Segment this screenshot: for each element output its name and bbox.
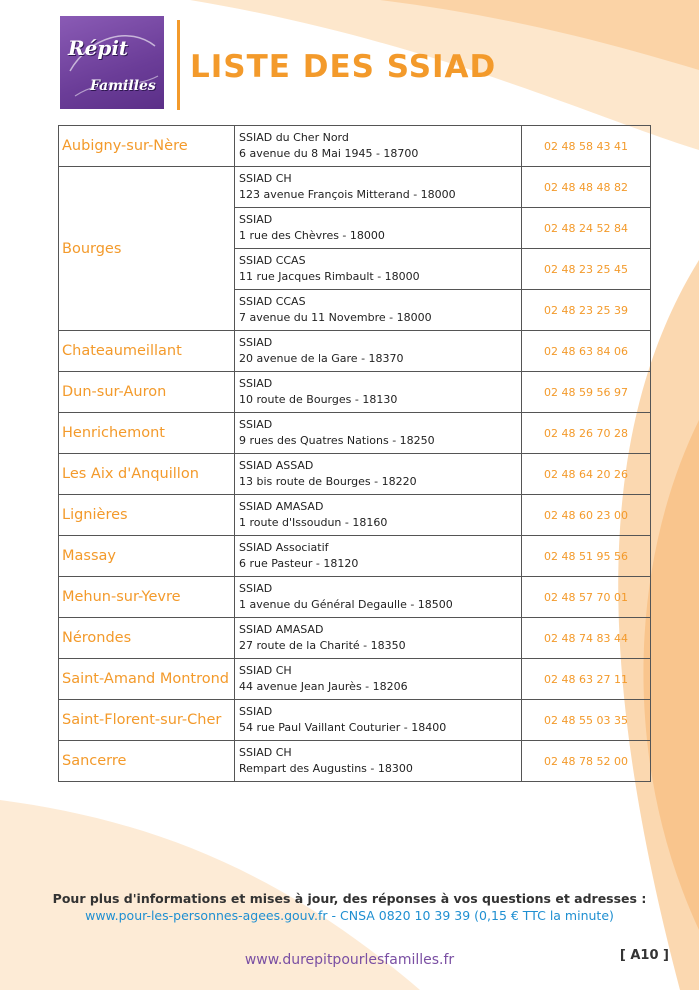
table-row [59, 126, 651, 167]
service-cell [235, 331, 522, 372]
table-row [59, 495, 651, 536]
table-row [59, 700, 651, 741]
city-cell: Saint-Florent-sur-Cher [59, 700, 235, 741]
phone-cell: 02 48 59 56 97 [522, 372, 651, 413]
phone-cell: 02 48 64 20 26 [522, 454, 651, 495]
city-cell: Les Aix d'Anquillon [59, 454, 235, 495]
table-row [59, 167, 651, 208]
table-row [59, 413, 651, 454]
phone-cell: 02 48 26 70 28 [522, 413, 651, 454]
service-cell [235, 249, 522, 290]
page-title: LISTE DES SSIAD [190, 49, 497, 85]
table-row [59, 659, 651, 700]
table-row [59, 618, 651, 659]
city-cell: Mehun-sur-Yevre [59, 577, 235, 618]
service-address: 11 rue Jacques Rimbault - 18000 [239, 270, 420, 283]
phone-cell: 02 48 51 95 56 [522, 536, 651, 577]
service-cell [235, 372, 522, 413]
service-name: SSIAD CH [239, 664, 292, 677]
city-cell: Massay [59, 536, 235, 577]
service-cell [235, 536, 522, 577]
service-address: 6 avenue du 8 Mai 1945 - 18700 [239, 147, 419, 160]
logo-text-familles: Familles [90, 78, 156, 94]
phone-cell: 02 48 24 52 84 [522, 208, 651, 249]
table-row [59, 454, 651, 495]
service-address: 1 route d'Issoudun - 18160 [239, 516, 388, 529]
phone-cell: 02 48 60 23 00 [522, 495, 651, 536]
service-address: 7 avenue du 11 Novembre - 18000 [239, 311, 432, 324]
footer-info-link[interactable]: www.pour-les-personnes-agees.gouv.fr - CNSA 0820 10 39 39 (0,15 € TTC la minute) [85, 908, 614, 923]
logo [60, 16, 164, 109]
service-address: 27 route de la Charité - 18350 [239, 639, 406, 652]
city-cell: Aubigny-sur-Nère [59, 126, 235, 167]
service-name: SSIAD [239, 418, 273, 431]
phone-cell: 02 48 55 03 35 [522, 700, 651, 741]
phone-cell: 02 48 23 25 45 [522, 249, 651, 290]
service-address: 9 rues des Quatres Nations - 18250 [239, 434, 435, 447]
table-row [59, 741, 651, 782]
city-cell: Sancerre [59, 741, 235, 782]
phone-cell: 02 48 58 43 41 [522, 126, 651, 167]
footer-info-text: Pour plus d'informations et mises à jour, des réponses à vos questions et adresses : [52, 891, 647, 906]
service-name: SSIAD ASSAD [239, 459, 314, 472]
service-cell [235, 208, 522, 249]
service-name: SSIAD [239, 377, 273, 390]
city-cell: Chateaumeillant [59, 331, 235, 372]
service-name: SSIAD [239, 705, 273, 718]
service-address: 1 rue des Chèvres - 18000 [239, 229, 385, 242]
service-address: 54 rue Paul Vaillant Couturier - 18400 [239, 721, 447, 734]
phone-cell: 02 48 63 84 06 [522, 331, 651, 372]
service-address: 1 avenue du Général Degaulle - 18500 [239, 598, 453, 611]
service-name: SSIAD AMASAD [239, 623, 324, 636]
service-name: SSIAD Associatif [239, 541, 329, 554]
table-row [59, 331, 651, 372]
table-row [59, 372, 651, 413]
service-name: SSIAD CCAS [239, 254, 306, 267]
city-cell: Nérondes [59, 618, 235, 659]
phone-cell: 02 48 63 27 11 [522, 659, 651, 700]
title-divider [177, 20, 180, 110]
city-cell: Henrichemont [59, 413, 235, 454]
service-name: SSIAD [239, 582, 273, 595]
service-address: 6 rue Pasteur - 18120 [239, 557, 359, 570]
phone-cell: 02 48 78 52 00 [522, 741, 651, 782]
service-name: SSIAD CH [239, 172, 292, 185]
service-cell [235, 413, 522, 454]
service-cell [235, 659, 522, 700]
city-cell: Bourges [59, 167, 235, 331]
table-row [59, 577, 651, 618]
city-cell: Lignières [59, 495, 235, 536]
service-name: SSIAD AMASAD [239, 500, 324, 513]
ssiad-table [58, 125, 651, 782]
table-row [59, 536, 651, 577]
logo-text-repit: Répit [68, 36, 129, 60]
service-cell [235, 618, 522, 659]
service-cell [235, 454, 522, 495]
website-link[interactable]: www.durepitpourlesfamilles.fr [244, 952, 455, 968]
service-name: SSIAD [239, 213, 273, 226]
service-cell [235, 577, 522, 618]
service-address: 123 avenue François Mitterand - 18000 [239, 188, 456, 201]
service-address: 44 avenue Jean Jaurès - 18206 [239, 680, 408, 693]
phone-cell: 02 48 74 83 44 [522, 618, 651, 659]
logo-swirl-icon [60, 16, 164, 109]
service-cell [235, 741, 522, 782]
service-address: 20 avenue de la Gare - 18370 [239, 352, 404, 365]
service-cell [235, 126, 522, 167]
service-address: 10 route de Bourges - 18130 [239, 393, 398, 406]
phone-cell: 02 48 57 70 01 [522, 577, 651, 618]
service-name: SSIAD du Cher Nord [239, 131, 349, 144]
service-cell [235, 290, 522, 331]
city-cell: Dun-sur-Auron [59, 372, 235, 413]
page-number: [ A10 ] [619, 948, 669, 963]
service-cell [235, 495, 522, 536]
service-cell [235, 700, 522, 741]
service-name: SSIAD CCAS [239, 295, 306, 308]
service-name: SSIAD [239, 336, 273, 349]
service-cell [235, 167, 522, 208]
service-address: 13 bis route de Bourges - 18220 [239, 475, 417, 488]
phone-cell: 02 48 48 48 82 [522, 167, 651, 208]
phone-cell: 02 48 23 25 39 [522, 290, 651, 331]
service-address: Rempart des Augustins - 18300 [239, 762, 413, 775]
city-cell: Saint-Amand Montrond [59, 659, 235, 700]
service-name: SSIAD CH [239, 746, 292, 759]
footer-info [0, 890, 699, 924]
